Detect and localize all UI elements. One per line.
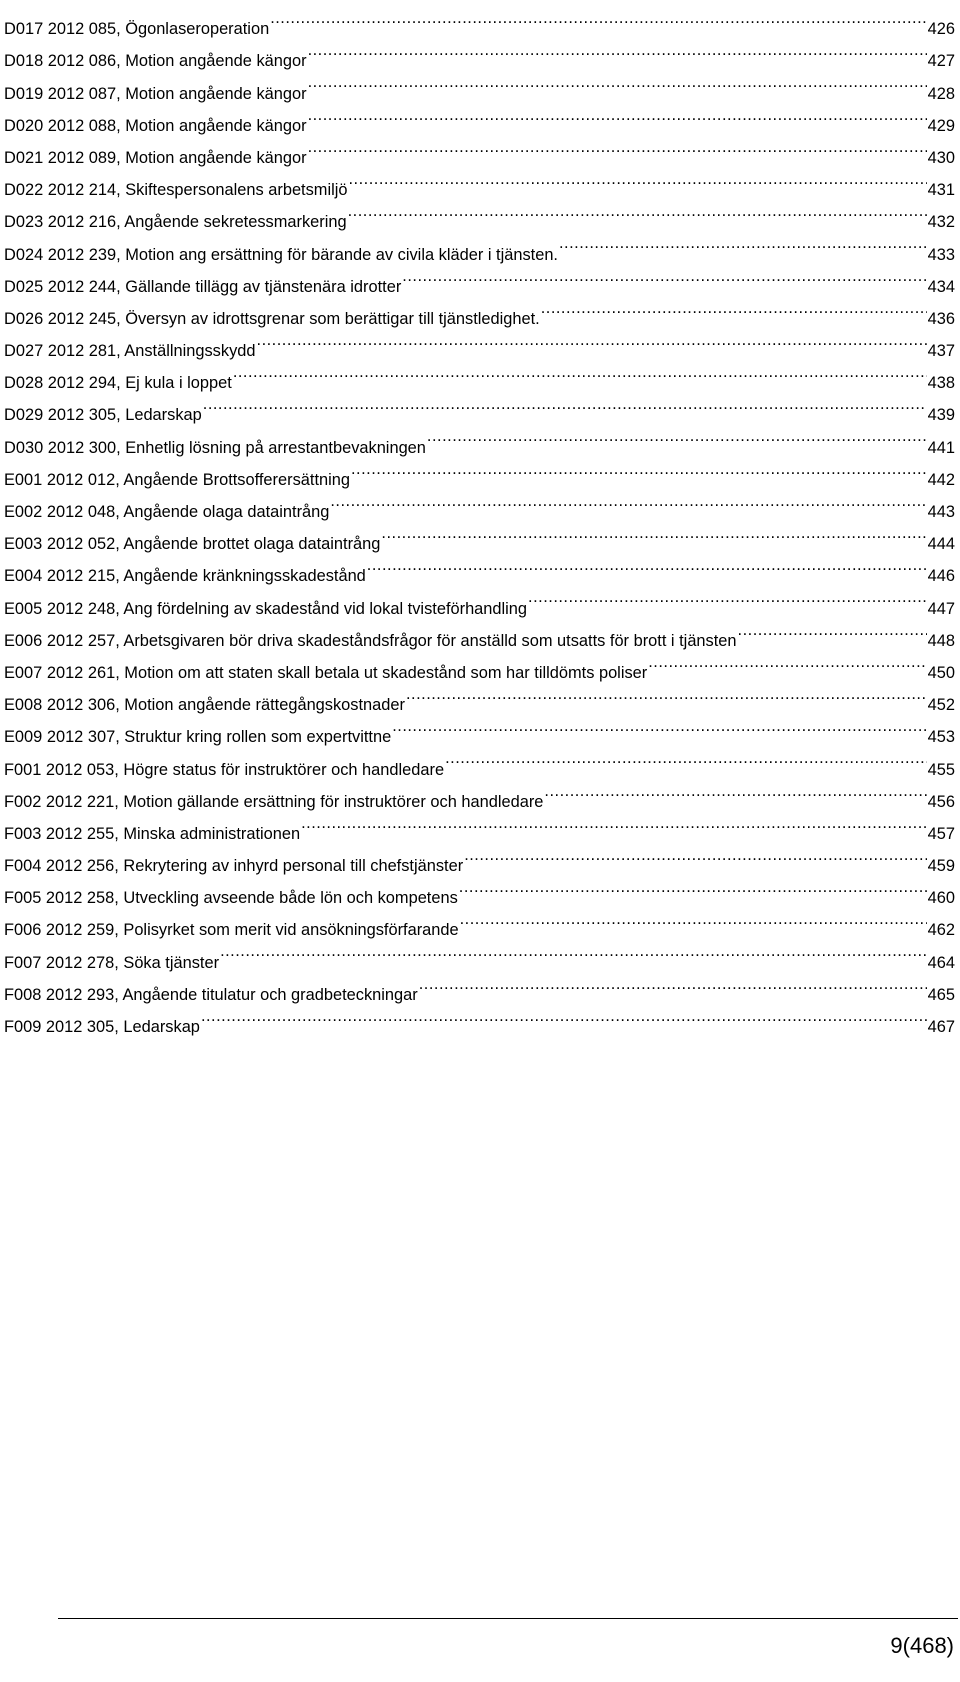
toc-entry-page-number: 464 (927, 953, 955, 972)
toc-entry-page-number: 455 (927, 760, 955, 779)
toc-entry-title: E006 2012 257, Arbetsgivaren bör driva skadeståndsfrågor för anställd som utsatts för brott i tjänsten (4, 631, 737, 650)
toc-entry-page-number: 453 (927, 728, 955, 747)
toc-entry-title: F002 2012 221, Motion gällande ersättning för instruktörer och handledare (4, 792, 544, 811)
toc-entry-title: D020 2012 088, Motion angående kängor (4, 116, 307, 135)
toc-dot-leader (308, 99, 927, 131)
toc-entry-page-number: 460 (927, 889, 955, 908)
toc-dot-leader (419, 968, 927, 1000)
toc-dot-leader (351, 453, 927, 485)
toc-entry-title: D028 2012 294, Ej kula i loppet (4, 374, 232, 393)
toc-entry-page-number: 452 (927, 696, 955, 715)
toc-dot-leader (541, 292, 927, 324)
toc-entry-page-number: 446 (927, 567, 955, 586)
toc-entry-title: E007 2012 261, Motion om att staten skall betala ut skadestånd som har tilldömts poliser (4, 663, 648, 682)
toc-entry-page-number: 426 (927, 20, 955, 39)
toc-entry-page-number: 447 (927, 599, 955, 618)
toc-entry-page-number: 448 (927, 631, 955, 650)
toc-entry-title: F009 2012 305, Ledarskap (4, 1018, 200, 1036)
toc-dot-leader (459, 871, 927, 903)
toc-dot-leader (648, 646, 926, 678)
toc-dot-leader (330, 485, 926, 517)
toc-entry-title: F004 2012 256, Rekrytering av inhyrd personal till chefstjänster (4, 857, 464, 876)
toc-entry-page-number: 456 (927, 792, 955, 811)
toc-entry-title: D025 2012 244, Gällande tillägg av tjänstenära idrotter (4, 277, 402, 296)
toc-entry-title: E001 2012 012, Angående Brottsofferersättning (4, 470, 350, 489)
toc-entry-title: D030 2012 300, Enhetlig lösning på arrestantbevakningen (4, 438, 426, 457)
table-of-contents (4, 2, 955, 1036)
toc-entry-title: E002 2012 048, Angående olaga dataintrång (4, 503, 330, 521)
toc-entry-title: E004 2012 215, Angående kränkningsskadestånd (4, 567, 366, 586)
toc-dot-leader (308, 66, 927, 98)
toc-dot-leader (544, 775, 926, 807)
toc-entry-page-number: 432 (927, 213, 955, 232)
toc-entry-title: D024 2012 239, Motion ang ersättning för bärande av civila kläder i tjänsten. (4, 245, 558, 264)
toc-entry[interactable] (4, 2, 955, 39)
page-number: 9(468) (890, 1633, 954, 1658)
toc-dot-leader (220, 935, 927, 967)
toc-entry-page-number: 443 (927, 503, 955, 521)
toc-dot-leader (367, 549, 927, 581)
toc-dot-leader (392, 710, 926, 742)
toc-entry-title: F006 2012 259, Polisyrket som merit vid ansökningsförfarande (4, 921, 459, 940)
toc-dot-leader (349, 163, 927, 195)
toc-entry-title: D021 2012 089, Motion angående kängor (4, 148, 307, 167)
toc-dot-leader (464, 839, 926, 871)
footer-divider (58, 1618, 958, 1619)
toc-entry-page-number: 431 (927, 181, 955, 200)
toc-entry-page-number: 441 (927, 438, 955, 457)
toc-entry-title: D019 2012 087, Motion angående kängor (4, 84, 307, 103)
toc-entry-page-number: 433 (927, 245, 955, 264)
toc-entry-page-number: 428 (927, 84, 955, 103)
toc-entry-title: E005 2012 248, Ang fördelning av skadestånd vid lokal tvisteförhandling (4, 599, 528, 618)
toc-entry-page-number: 459 (927, 857, 955, 876)
toc-dot-leader (460, 903, 927, 935)
toc-dot-leader (427, 420, 927, 452)
toc-entry-page-number: 465 (927, 985, 955, 1004)
toc-entry-title: F005 2012 258, Utveckling avseende både lön och kompetens (4, 889, 458, 908)
toc-dot-leader (257, 324, 927, 356)
toc-dot-leader (201, 1000, 927, 1032)
toc-entry-page-number: 457 (927, 824, 955, 843)
toc-dot-leader (738, 614, 927, 646)
toc-entry-title: F008 2012 293, Angående titulatur och gradbeteckningar (4, 985, 418, 1004)
toc-entry-title: E003 2012 052, Angående brottet olaga dataintrång (4, 535, 381, 554)
toc-entry-page-number: 434 (927, 277, 955, 296)
toc-entry-page-number: 439 (927, 406, 955, 425)
toc-dot-leader (528, 581, 927, 613)
toc-dot-leader (270, 2, 926, 34)
toc-entry-page-number: 438 (927, 374, 955, 393)
toc-entry-title: D023 2012 216, Angående sekretessmarkering (4, 213, 347, 232)
toc-entry-title: D026 2012 245, Översyn av idrottsgrenar som berättigar till tjänstledighet. (4, 309, 540, 328)
toc-entry-title: D022 2012 214, Skiftespersonalens arbetsmiljö (4, 181, 348, 200)
toc-entry-title: D027 2012 281, Anställningsskydd (4, 342, 256, 361)
toc-entry-page-number: 437 (927, 342, 955, 361)
toc-dot-leader (381, 517, 926, 549)
toc-entry-page-number: 427 (927, 52, 955, 71)
toc-entry-page-number: 462 (927, 921, 955, 940)
toc-entry-title: E008 2012 306, Motion angående rättegångskostnader (4, 696, 405, 715)
toc-dot-leader (308, 131, 927, 163)
toc-dot-leader (233, 356, 927, 388)
toc-entry-page-number: 467 (927, 1018, 955, 1036)
toc-entry-page-number: 429 (927, 116, 955, 135)
toc-entry-title: F007 2012 278, Söka tjänster (4, 953, 220, 972)
toc-entry-page-number: 444 (927, 535, 955, 554)
toc-dot-leader (402, 260, 926, 292)
toc-dot-leader (445, 742, 927, 774)
toc-dot-leader (301, 807, 927, 839)
toc-dot-leader (203, 388, 927, 420)
toc-entry-page-number: 430 (927, 148, 955, 167)
toc-entry-title: D029 2012 305, Ledarskap (4, 406, 202, 425)
toc-entry-page-number: 450 (927, 663, 955, 682)
toc-dot-leader (406, 678, 927, 710)
toc-entry-page-number: 436 (927, 309, 955, 328)
toc-dot-leader (308, 34, 927, 66)
toc-dot-leader (559, 227, 927, 259)
toc-entry-title: E009 2012 307, Struktur kring rollen som expertvittne (4, 728, 392, 747)
toc-entry-page-number: 442 (927, 470, 955, 489)
toc-dot-leader (348, 195, 927, 227)
toc-entry-title: F001 2012 053, Högre status för instruktörer och handledare (4, 760, 445, 779)
toc-entry-title: D018 2012 086, Motion angående kängor (4, 52, 307, 71)
toc-entry-title: D017 2012 085, Ögonlaseroperation (4, 20, 270, 39)
toc-entry-title: F003 2012 255, Minska administrationen (4, 824, 301, 843)
